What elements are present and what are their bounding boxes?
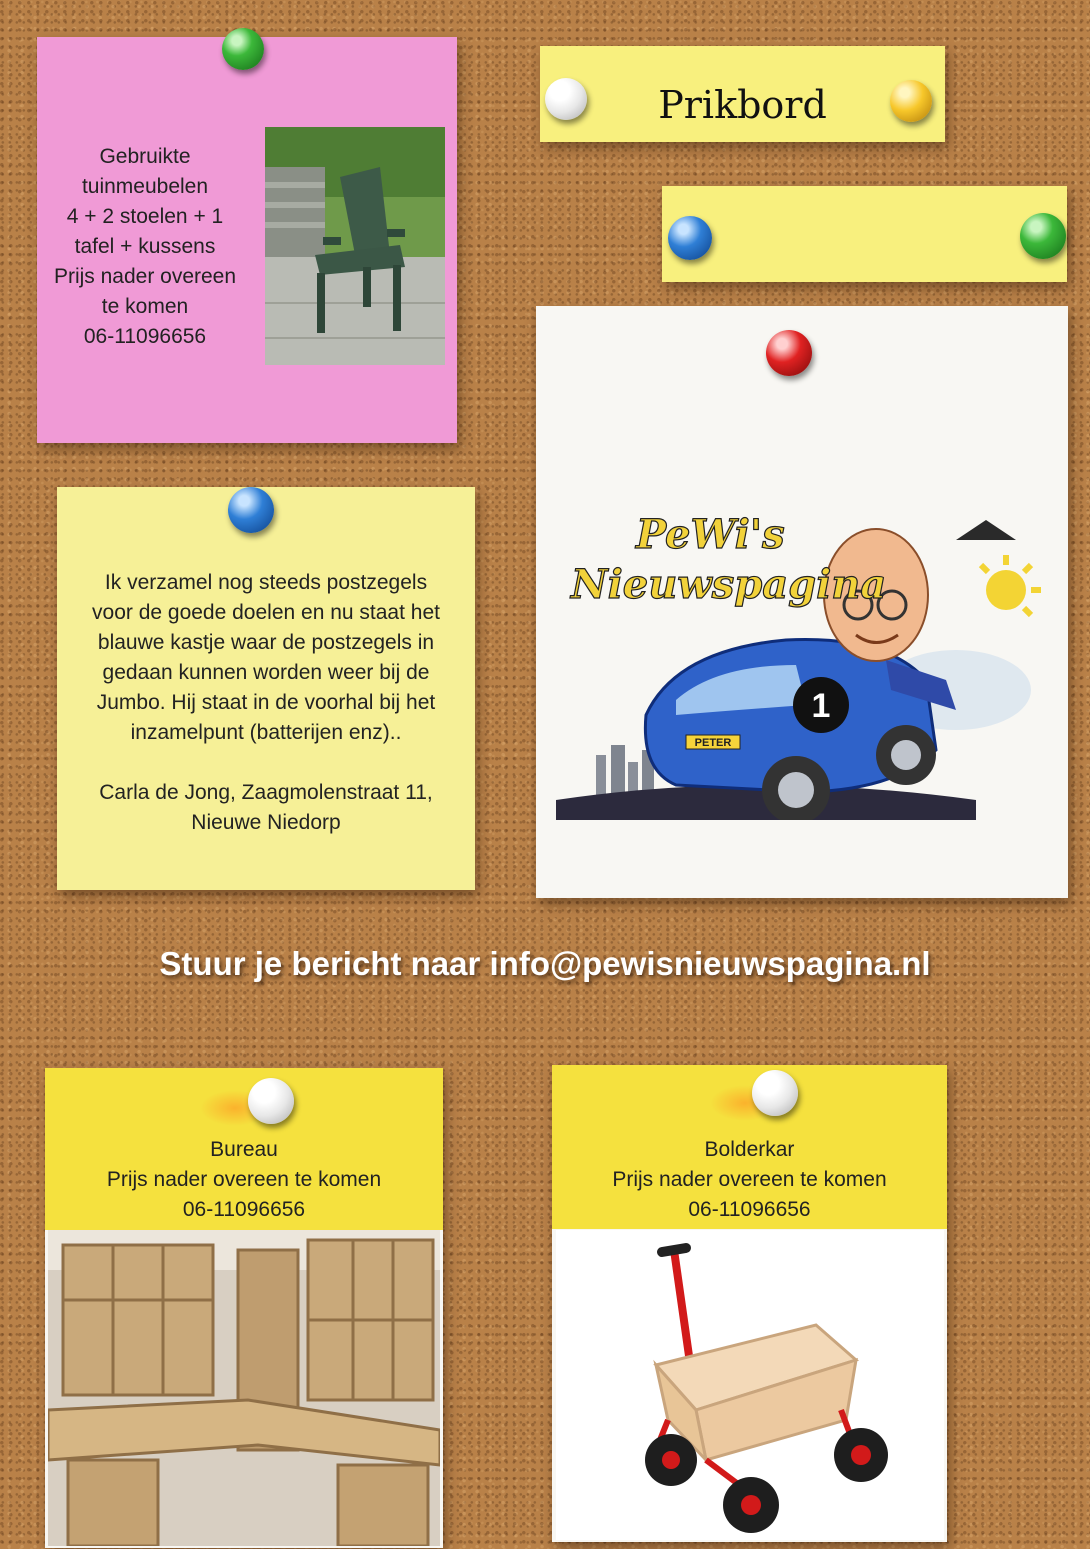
stamps-text	[60, 568, 472, 838]
green-pin-icon	[222, 28, 264, 70]
garden-furniture-text	[40, 142, 250, 352]
phone-number: 06-11096656	[182, 1198, 306, 1221]
text-line: tuinmeubelen	[81, 175, 209, 198]
page-title: Prikbord	[658, 83, 827, 127]
phone-number: 06-11096656	[688, 1198, 811, 1221]
pewis-logo	[556, 500, 1056, 820]
race-number: 1	[811, 687, 831, 725]
text-line: Prijs nader overeen	[53, 265, 237, 288]
garden-chair-image	[265, 127, 445, 365]
blue-pin-icon	[668, 216, 712, 260]
logo-line1: PeWi's	[636, 511, 785, 558]
price-text: Prijs nader overeen te komen	[106, 1168, 382, 1191]
white-pin-icon	[752, 1070, 798, 1116]
signature-line: Carla de Jong, Zaagmolenstraat 11,	[99, 781, 433, 804]
logo-line2: Nieuwspagina	[571, 561, 887, 608]
email-banner: Stuur je bericht naar info@pewisnieuwspagina.nl	[159, 945, 931, 982]
text-line: te komen	[101, 295, 189, 318]
price-text: Prijs nader overeen te komen	[612, 1168, 887, 1191]
text-line: Jumbo. Hij staat in de voorhal bij het	[96, 691, 436, 714]
phone-number: 06-11096656	[83, 325, 207, 348]
wagon-image	[556, 1230, 944, 1540]
bureau-text	[45, 1135, 443, 1225]
text-line: voor de goede doelen en nu staat het	[92, 601, 440, 624]
desk-image	[48, 1230, 440, 1546]
text-line: gedaan kunnen worden weer bij de	[102, 661, 430, 684]
text-line: 4 + 2 stoelen + 1	[66, 205, 224, 228]
red-pin-icon	[766, 330, 812, 376]
text-line: tafel + kussens	[74, 235, 216, 258]
text-line: blauwe kastje waar de postzegels in	[97, 631, 435, 654]
text-line: inzamelpunt (batterijen enz)..	[130, 721, 402, 744]
item-title: Bureau	[210, 1138, 278, 1161]
white-pin-icon	[248, 1078, 294, 1124]
blue-pin-icon	[228, 487, 274, 533]
signature-line: Nieuwe Niedorp	[191, 811, 341, 834]
text-line: Ik verzamel nog steeds postzegels	[104, 571, 428, 594]
green-pin-icon	[1020, 213, 1066, 259]
text-line: Gebruikte	[99, 145, 191, 168]
item-title: Bolderkar	[704, 1138, 795, 1161]
bolderkar-text	[552, 1135, 947, 1225]
empty-note	[662, 186, 1067, 282]
license-plate: PETER	[694, 737, 732, 749]
